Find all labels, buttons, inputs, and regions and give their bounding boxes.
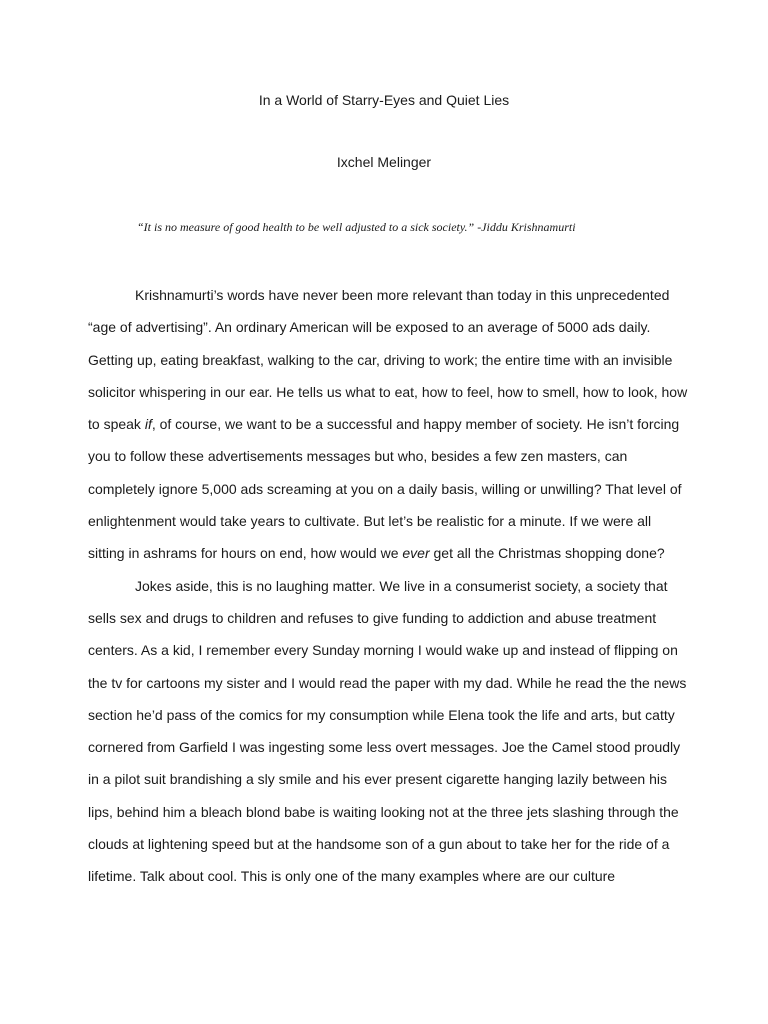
essay-body (88, 285, 708, 899)
text-line: sells sex and drugs to children and refuses to give funding to addiction and abuse treatment (88, 609, 657, 626)
text-segment: to speak (88, 416, 145, 433)
text-line (88, 543, 708, 575)
epigraph-quote: “It is no measure of good health to be well adjusted to a sick society.” -Jiddu Krishnamurti (137, 220, 576, 234)
text-line: you to follow these advertisements messages but who, besides a few zen masters, can (88, 448, 628, 465)
text-line: the tv for cartoons my sister and I would read the paper with my dad. While he read the the news (88, 674, 687, 691)
text-line: section he’d pass of the comics for my consumption while Elena took the life and arts, but catty (88, 706, 675, 723)
emphasis-text: ever (402, 545, 430, 562)
text-line: Jokes aside, this is no laughing matter. We live in a consumerist society, a society that (135, 577, 668, 594)
text-line: centers. As a kid, I remember every Sunday morning I would wake up and instead of flipping on (88, 642, 678, 659)
text-line: Krishnamurti’s words have never been more relevant than today in this unprecedented (135, 287, 670, 303)
text-line: completely ignore 5,000 ads screaming at you on a daily basis, willing or unwilling? That level of (88, 480, 682, 497)
text-segment: get all the Christmas shopping done? (429, 545, 665, 562)
text-line: Getting up, eating breakfast, walking to the car, driving to work; the entire time with an invisible (88, 351, 673, 368)
document-author: Ixchel Melinger (336, 154, 432, 170)
text-segment: sitting in ashrams for hours on end, how would we (88, 545, 403, 562)
text-segment: , of course, we want to be a successful and happy member of society. He isn’t forcing (151, 416, 680, 433)
text-line: clouds at lightening speed but at the handsome son of a gun about to take her for the ride of a (88, 836, 670, 853)
text-line: cornered from Garfield I was ingesting some less overt messages. Joe the Camel stood proudly (88, 739, 681, 756)
text-line: “age of advertising”. An ordinary American will be exposed to an average of 5000 ads daily. (88, 319, 651, 336)
document-title: In a World of Starry-Eyes and Quiet Lies (258, 92, 510, 108)
text-line: lifetime. Talk about cool. This is only one of the many examples where are our culture (88, 868, 616, 885)
text-line: lips, behind him a bleach blond babe is waiting looking not at the three jets slashing through the (88, 803, 679, 820)
text-line: enlightenment would take years to cultivate. But let’s be realistic for a minute. If we were all (88, 513, 652, 530)
text-line (88, 414, 708, 446)
emphasis-text: if (144, 416, 152, 433)
text-line: solicitor whispering in our ear. He tells us what to eat, how to feel, how to smell, how to look, how (88, 383, 688, 400)
text-line: in a pilot suit brandishing a sly smile and his ever present cigarette hanging lazily between his (88, 771, 667, 788)
